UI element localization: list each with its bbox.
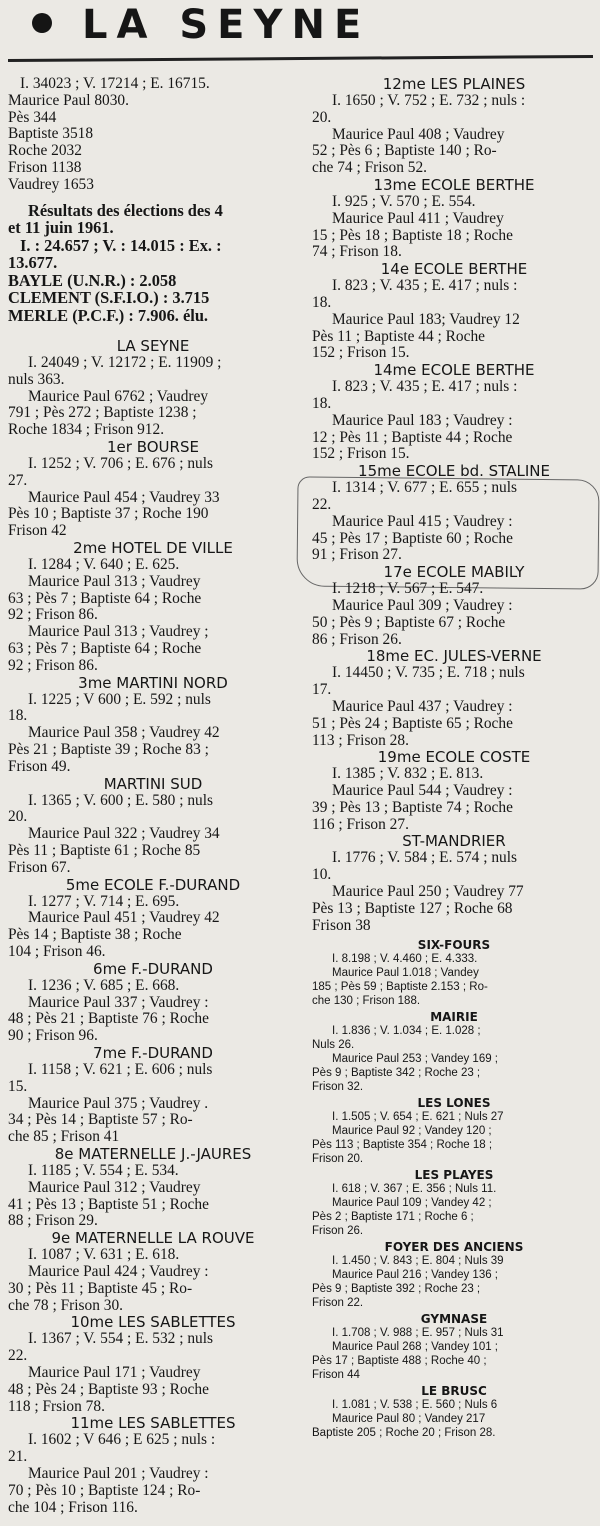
result-line: 104 ; Frison 46. [8, 942, 106, 960]
result-line: Pès 13 ; Baptiste 127 ; Roche 68 [312, 899, 513, 917]
result-line: 791 ; Pès 272 ; Baptiste 1238 ; [8, 404, 197, 422]
header-rule [8, 55, 593, 62]
result-line: Maurice Paul 250 ; Vaudrey 77 [332, 883, 524, 901]
result-line: I. 1158 ; V. 621 ; E. 606 ; nuls [28, 1060, 213, 1078]
result-line: 21. [8, 1448, 28, 1466]
result-line: Pès 9 ; Baptiste 342 ; Roche 23 ; [312, 1067, 481, 1080]
result-line: 48 ; Pès 24 ; Baptiste 93 ; Roche [8, 1380, 209, 1398]
result-line: Frison 44 [312, 1369, 360, 1382]
result-line: Maurice Paul 309 ; Vaudrey : [332, 596, 513, 614]
precinct-heading: FOYER DES ANCIENS [384, 1240, 524, 1255]
result-line: Maurice Paul 411 ; Vaudrey [332, 209, 504, 227]
result-line: Maurice Paul 171 ; Vaudrey [28, 1363, 201, 1381]
result-line: 41 ; Pès 13 ; Baptiste 51 ; Roche [8, 1195, 209, 1213]
result-line: I. 925 ; V. 570 ; E. 554. [332, 192, 476, 210]
results-line: MERLE (P.C.F.) : 7.906. élu. [8, 305, 209, 325]
result-line: Frison 26. [312, 1225, 364, 1238]
precinct-heading: ST-MANDRIER [402, 832, 506, 851]
result-line: I. 1236 ; V. 685 ; E. 668. [28, 976, 180, 994]
result-line: Frison 67. [8, 858, 71, 876]
result-line: Maurice Paul 312 ; Vaudrey [28, 1178, 201, 1196]
result-line: Maurice Paul 201 ; Vaudrey : [28, 1464, 209, 1482]
precinct-heading: 10me LES SABLETTES [70, 1313, 236, 1332]
result-line: 185 ; Pès 59 ; Baptiste 2.153 ; Ro- [312, 981, 488, 994]
result-line: Pès 14 ; Baptiste 38 ; Roche [8, 926, 182, 944]
result-line: 52 ; Pès 6 ; Baptiste 140 ; Ro- [312, 142, 497, 160]
result-line: 34 ; Pès 14 ; Baptiste 57 ; Ro- [8, 1111, 193, 1129]
result-line: Frison 32. [312, 1081, 364, 1094]
precinct-heading: 6me F.-DURAND [93, 959, 213, 978]
result-line: Maurice Paul 375 ; Vaudrey . [28, 1094, 209, 1112]
result-line: Roche 1834 ; Frison 912. [8, 421, 165, 439]
result-line: Maurice Paul 268 ; Vandey 101 ; [332, 1341, 499, 1354]
result-line: I. 1.708 ; V. 988 ; E. 957 ; Nuls 31 [332, 1327, 504, 1340]
result-line: 15 ; Pès 18 ; Baptiste 18 ; Roche [312, 226, 513, 244]
precinct-section [8, 675, 298, 776]
results-line: I. : 24.657 ; V. : 14.015 : Ex. : [20, 235, 222, 255]
precinct-section [312, 648, 596, 749]
result-line: 74 ; Frison 18. [312, 243, 402, 261]
results-line: CLEMENT (S.F.I.O.) : 3.715 [8, 288, 210, 308]
precinct-section [312, 1240, 596, 1310]
precinct-section [312, 362, 596, 463]
result-line: I. 24049 ; V. 12172 ; E. 11909 ; [28, 354, 222, 372]
result-line: 45 ; Pès 17 ; Baptiste 60 ; Roche [312, 529, 513, 547]
result-line: Frison 38 [312, 916, 371, 934]
result-line: I. 1650 ; V. 752 ; E. 732 ; nuls : [332, 92, 526, 109]
result-line: 22. [312, 495, 332, 513]
precinct-heading: 12me LES PLAINES [382, 75, 526, 93]
result-line: I. 14450 ; V. 735 ; E. 718 ; nuls [332, 664, 525, 682]
precinct-section [312, 749, 596, 833]
result-line: I. 1.450 ; V. 843 ; E. 804 ; Nuls 39 [332, 1255, 504, 1268]
result-line: I. 1.081 ; V. 538 ; E. 560 ; Nuls 6 [332, 1399, 498, 1412]
results-line: et 11 juin 1961. [8, 218, 114, 238]
result-line: 30 ; Pès 11 ; Baptiste 45 ; Ro- [8, 1279, 193, 1297]
result-line: che 74 ; Frison 52. [312, 159, 427, 177]
result-line: 92 ; Frison 86. [8, 606, 98, 624]
precinct-heading: LE BRUSC [421, 1384, 487, 1399]
result-line: Frison 20. [312, 1153, 364, 1166]
result-line: Maurice Paul 454 ; Vaudrey 33 [28, 488, 220, 506]
result-line: 10. [312, 866, 332, 884]
result-line: Maurice Paul 80 ; Vandey 217 [332, 1413, 486, 1426]
result-line: Maurice Paul 322 ; Vaudrey 34 [28, 825, 220, 843]
precinct-heading: 18me EC. JULES-VERNE [366, 647, 542, 666]
precinct-heading: 3me MARTINI NORD [78, 673, 228, 692]
precinct-section [312, 463, 596, 564]
summary-line: Maurice Paul 8030. [8, 91, 129, 109]
result-line: Baptiste 205 ; Roche 20 ; Frison 28. [312, 1427, 496, 1440]
result-line: Maurice Paul 337 ; Vaudrey : [28, 993, 209, 1011]
precinct-heading: SIX-FOURS [417, 938, 491, 953]
result-line: 63 ; Pès 7 ; Baptiste 64 ; Roche [8, 640, 202, 658]
result-line: I. 1367 ; V. 554 ; E. 532 ; nuls [28, 1330, 213, 1348]
result-line: Pès 17 ; Baptiste 488 ; Roche 40 ; [312, 1355, 487, 1368]
result-line: I. 1252 ; V. 706 ; E. 676 ; nuls [28, 455, 213, 473]
result-line: I. 1776 ; V. 584 ; E. 574 ; nuls [332, 849, 517, 867]
result-line: Frison 49. [8, 757, 71, 775]
result-line: 18. [312, 394, 332, 412]
result-line: Pès 9 ; Baptiste 392 ; Roche 23 ; [312, 1283, 481, 1296]
precinct-section [312, 1010, 596, 1094]
precinct-heading: 9e MATERNELLE LA ROUVE [51, 1229, 255, 1248]
result-line: 116 ; Frison 27. [312, 815, 409, 833]
result-line: 118 ; Frsion 78. [8, 1397, 105, 1415]
result-line: che 85 ; Frison 41 [8, 1128, 120, 1146]
result-line: Maurice Paul 216 ; Vandey 136 ; [332, 1269, 499, 1282]
precinct-section [312, 564, 596, 648]
precinct-section [8, 1314, 298, 1415]
result-line: 17. [312, 681, 332, 699]
precinct-section [8, 776, 298, 877]
precinct-section [8, 877, 298, 961]
precinct-section [312, 1168, 596, 1238]
result-line: Maurice Paul 253 ; Vandey 169 ; [332, 1053, 499, 1066]
page-header [0, 0, 600, 70]
result-line: 92 ; Frison 86. [8, 656, 98, 674]
precinct-heading: MARTINI SUD [103, 774, 203, 793]
result-line: 86 ; Frison 26. [312, 630, 402, 648]
result-line: I. 1365 ; V. 600 ; E. 580 ; nuls [28, 791, 213, 809]
result-line: Pès 11 ; Baptiste 44 ; Roche [312, 327, 485, 345]
right-column [312, 76, 596, 1440]
result-line: 18. [8, 707, 28, 725]
precinct-heading: 19me ECOLE COSTE [377, 748, 531, 767]
result-line: 51 ; Pès 24 ; Baptiste 65 ; Roche [312, 714, 513, 732]
precinct-heading: LES PLAYES [414, 1168, 494, 1183]
result-line: I. 823 ; V. 435 ; E. 417 ; nuls : [332, 378, 518, 396]
result-line: 90 ; Frison 96. [8, 1027, 98, 1045]
result-line: I. 1277 ; V. 714 ; E. 695. [28, 892, 180, 910]
precinct-heading: 2me HOTEL DE VILLE [73, 539, 233, 558]
summary-line: Frison 1138 [8, 158, 82, 176]
results-line: 13.677. [8, 253, 58, 273]
precinct-heading: 5me ECOLE F.-DURAND [65, 875, 241, 894]
summary-line: Baptiste 3518 [8, 125, 94, 143]
result-line: 22. [8, 1347, 28, 1365]
precinct-heading: 11me LES SABLETTES [70, 1414, 236, 1433]
result-line: Maurice Paul 358 ; Vaudrey 42 [28, 724, 220, 742]
precinct-section [312, 938, 596, 1008]
bullet-icon [32, 13, 52, 33]
result-line: I. 1185 ; V. 554 ; E. 534. [28, 1161, 179, 1179]
precinct-section [8, 1415, 298, 1516]
summary-line: Vaudrey 1653 [8, 175, 94, 193]
result-line: I. 1218 ; V. 567 ; E. 547. [332, 580, 484, 598]
result-line: 20. [8, 808, 28, 826]
precinct-section [312, 261, 596, 362]
precinct-heading: 1er BOURSE [107, 438, 199, 457]
left-sections [8, 338, 298, 1516]
result-line: I. 1602 ; V 646 ; E 625 ; nuls : [28, 1431, 216, 1449]
precinct-heading: 8e MATERNELLE J.-JAURES [54, 1144, 252, 1163]
result-line: 152 ; Frison 15. [312, 445, 410, 463]
result-line: che 130 ; Frison 188. [312, 995, 421, 1008]
result-line: 88 ; Frison 29. [8, 1212, 98, 1230]
results-block [8, 202, 298, 325]
precinct-section [8, 540, 298, 675]
result-line: 152 ; Frison 15. [312, 344, 410, 362]
result-line: Pès 21 ; Baptiste 39 ; Roche 83 ; [8, 741, 209, 759]
result-line: 20. [312, 108, 332, 126]
result-line: 70 ; Pès 10 ; Baptiste 124 ; Ro- [8, 1481, 201, 1499]
result-line: Maurice Paul 92 ; Vandey 120 ; [332, 1125, 492, 1138]
result-line: I. 1087 ; V. 631 ; E. 618. [28, 1246, 180, 1264]
precinct-heading: 17e ECOLE MABILY [383, 563, 525, 582]
results-line: Résultats des élections des 4 [28, 200, 223, 220]
precinct-section [312, 1312, 596, 1382]
precinct-heading: 14me ECOLE BERTHE [373, 361, 535, 380]
result-line: 27. [8, 471, 28, 489]
page-title: LA SEYNE [82, 2, 371, 48]
result-line: Maurice Paul 544 ; Vaudrey : [332, 782, 513, 800]
result-line: che 78 ; Frison 30. [8, 1296, 123, 1314]
result-line: Pès 2 ; Baptiste 171 ; Roche 6 ; [312, 1211, 474, 1224]
precinct-heading: 14e ECOLE BERTHE [380, 260, 528, 279]
result-line: Pès 10 ; Baptiste 37 ; Roche 190 [8, 505, 209, 523]
summary-block [8, 76, 298, 194]
precinct-heading: GYMNASE [420, 1312, 488, 1327]
right-small-sections [312, 938, 596, 1440]
precinct-section [8, 338, 298, 439]
summary-line: Roche 2032 [8, 142, 82, 160]
precinct-section [312, 1384, 596, 1440]
result-line: Nuls 26. [312, 1039, 355, 1052]
summary-line: I. 34023 ; V. 17214 ; E. 16715. [20, 75, 210, 92]
result-line: Maurice Paul 313 ; Vaudrey ; [28, 623, 209, 641]
result-line: I. 8.198 ; V. 4.460 ; E. 4.333. [332, 953, 478, 966]
result-line: Maurice Paul 313 ; Vaudrey [28, 572, 201, 590]
summary-line: Pès 344 [8, 108, 57, 126]
precinct-heading: 13me ECOLE BERTHE [373, 175, 535, 194]
result-line: 63 ; Pès 7 ; Baptiste 64 ; Roche [8, 589, 202, 607]
result-line: Maurice Paul 6762 ; Vaudrey [28, 387, 209, 405]
result-line: I. 823 ; V. 435 ; E. 417 ; nuls : [332, 277, 518, 295]
precinct-section [8, 439, 298, 540]
precinct-section [312, 833, 596, 934]
precinct-section [312, 76, 596, 177]
result-line: 48 ; Pès 21 ; Baptiste 76 ; Roche [8, 1010, 209, 1028]
result-line: I. 1.505 ; V. 654 ; E. 621 ; Nuls 27 [332, 1111, 504, 1124]
result-line: 39 ; Pès 13 ; Baptiste 74 ; Roche [312, 798, 513, 816]
result-line: Maurice Paul 424 ; Vaudrey : [28, 1262, 209, 1280]
right-sections [312, 76, 596, 934]
results-line: BAYLE (U.N.R.) : 2.058 [8, 270, 177, 290]
result-line: 113 ; Frison 28. [312, 731, 409, 749]
precinct-section [8, 961, 298, 1045]
result-line: Maurice Paul 437 ; Vaudrey : [332, 697, 513, 715]
precinct-heading: LES LONES [417, 1096, 491, 1111]
precinct-heading: MAIRIE [430, 1010, 478, 1025]
precinct-section [312, 177, 596, 261]
result-line: 18. [312, 293, 332, 311]
result-line: Frison 22. [312, 1297, 364, 1310]
result-line: Frison 42 [8, 522, 67, 540]
result-line: 91 ; Frison 27. [312, 546, 402, 564]
left-column [8, 76, 298, 1516]
result-line: Maurice Paul 183; Vaudrey 12 [332, 310, 520, 328]
result-line: Maurice Paul 415 ; Vaudrey : [332, 512, 513, 530]
result-line: I. 1314 ; V. 677 ; E. 655 ; nuls [332, 479, 517, 497]
result-line: Maurice Paul 451 ; Vaudrey 42 [28, 909, 220, 927]
result-line: Pès 11 ; Baptiste 61 ; Roche 85 [8, 842, 201, 859]
precinct-heading: LA SEYNE [116, 337, 190, 356]
precinct-heading: 15me ECOLE bd. STALINE [358, 462, 550, 481]
precinct-heading: 7me F.-DURAND [93, 1043, 213, 1062]
result-line: 50 ; Pès 9 ; Baptiste 67 ; Roche [312, 613, 506, 631]
result-line: I. 1284 ; V. 640 ; E. 625. [28, 556, 180, 574]
result-line: che 104 ; Frison 116. [8, 1498, 138, 1516]
precinct-section [8, 1146, 298, 1230]
precinct-section [8, 1230, 298, 1314]
result-line: Maurice Paul 109 ; Vandey 42 ; [332, 1197, 492, 1210]
result-line: nuls 363. [8, 370, 65, 388]
result-line: I. 618 ; V. 367 ; E. 356 ; Nuls 11. [332, 1183, 497, 1196]
result-line: Maurice Paul 1.018 ; Vandey [332, 967, 479, 980]
result-line: I. 1385 ; V. 832 ; E. 813. [332, 765, 484, 783]
result-line: I. 1.836 ; V. 1.034 ; E. 1.028 ; [332, 1025, 481, 1038]
result-line: Maurice Paul 183 ; Vaudrey : [332, 411, 513, 429]
result-line: Maurice Paul 408 ; Vaudrey [332, 125, 505, 143]
precinct-section [8, 1045, 298, 1146]
result-line: 12 ; Pès 11 ; Baptiste 44 ; Roche [312, 428, 513, 446]
result-line: I. 1225 ; V 600 ; E. 592 ; nuls [28, 690, 211, 708]
result-line: 15. [8, 1077, 28, 1095]
result-line: Pès 113 ; Baptiste 354 ; Roche 18 ; [312, 1139, 493, 1152]
precinct-section [312, 1096, 596, 1166]
